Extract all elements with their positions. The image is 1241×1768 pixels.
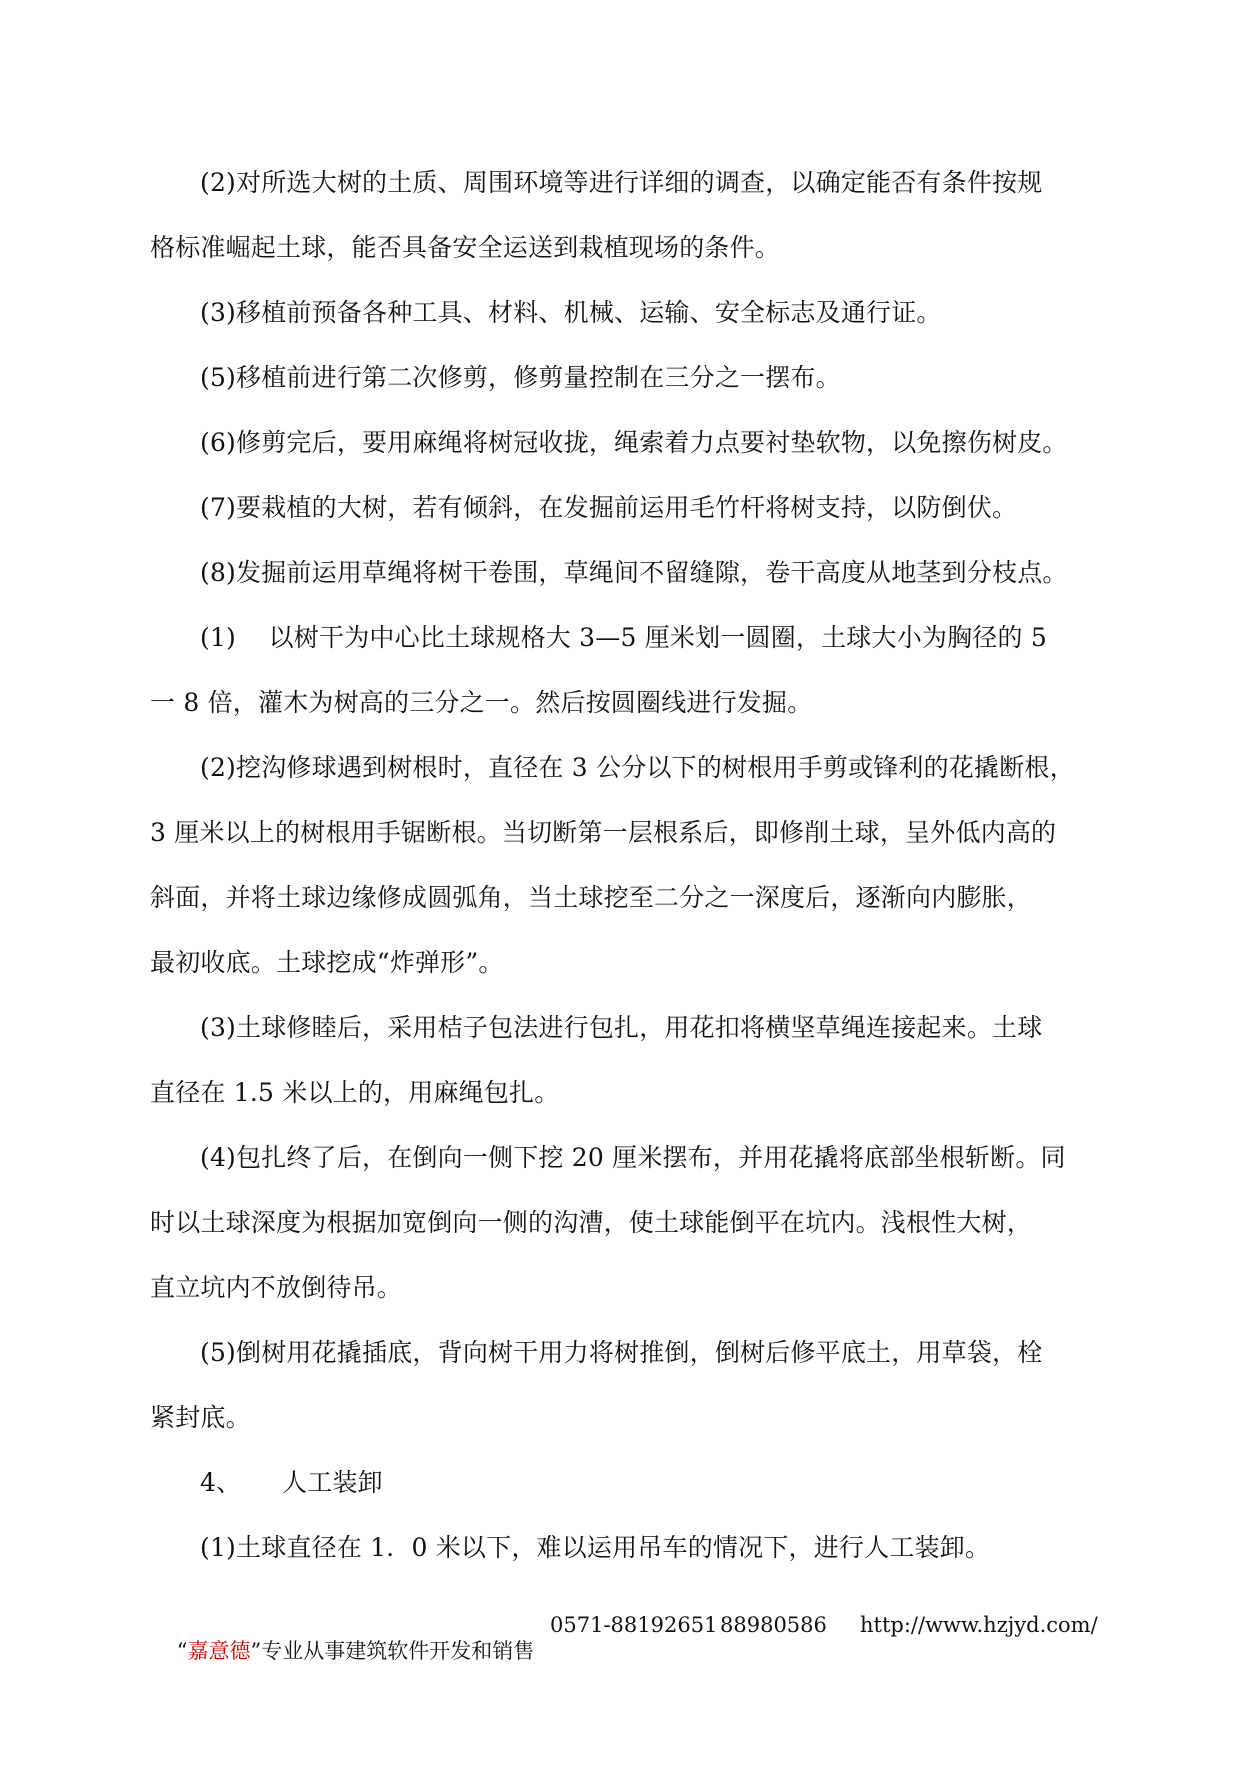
paragraph-line: 斜面，并将土球边缘修成圆弧角，当土球挖至二分之一深度后，逐渐向内膨胀，: [150, 883, 1033, 912]
paragraph-line: (7)要栽植的大树，若有倾斜，在发掘前运用毛竹杆将树支持，以防倒伏。: [200, 493, 1018, 522]
paragraph-line: 直径在 1.5 米以上的，用麻绳包扎。: [150, 1078, 560, 1107]
paragraph-line: 格标准崛起土球，能否具备安全运送到栽植现场的条件。: [150, 233, 781, 262]
paragraph-line: (6)修剪完后，要用麻绳将树冠收拢，绳索着力点要衬垫软物，以免擦伤树皮。: [200, 428, 1068, 457]
paragraph-line: 最初收底。土球挖成“炸弹形”。: [150, 948, 504, 977]
paragraph-line: 一 8 倍，灌木为树高的三分之一。然后按圆圈线进行发掘。: [150, 688, 813, 717]
paragraph-line: (3)土球修睦后，采用桔子包法进行包扎，用花扣将横坚草绳连接起来。土球: [200, 1013, 1043, 1042]
footer-url-link[interactable]: http://www.hzjyd.com/: [860, 1613, 1098, 1637]
paragraph-line: 3 厘米以上的树根用手锯断根。当切断第一层根系后，即修削土球，呈外低内高的: [150, 818, 1057, 847]
footer-quote-close: ”: [250, 1639, 262, 1663]
footer-brand: 嘉意德: [187, 1639, 251, 1663]
paragraph-line: (5)移植前进行第二次修剪，修剪量控制在三分之一摆布。: [200, 363, 841, 392]
paragraph-line: (1) 以树干为中心比土球规格大 3—5 厘米划一圆圈，土球大小为胸径的 5: [200, 623, 1047, 652]
paragraph-line: (2)对所选大树的土质、周围环境等进行详细的调查，以确定能否有条件按规: [200, 168, 1043, 197]
paragraph-line: 紧封底。: [150, 1403, 251, 1432]
footer-phone-2: 88980586: [720, 1613, 827, 1637]
section-heading: 4、 人工装卸: [200, 1468, 383, 1497]
paragraph-line: (5)倒树用花撬插底，背向树干用力将树推倒，倒树后修平底土，用草袋，栓: [200, 1338, 1043, 1367]
paragraph-line: (4)包扎终了后，在倒向一侧下挖 20 厘米摆布，并用花撬将底部坐根斩断。同: [200, 1143, 1066, 1172]
paragraph-line: (1)土球直径在 1．0 米以下，难以运用吊车的情况下，进行人工装卸。: [200, 1533, 991, 1562]
footer-phone-1: 0571-88192651: [550, 1613, 718, 1637]
footer-quote-open: “: [176, 1639, 188, 1663]
footer-description: 专业从事建筑软件开发和销售: [261, 1639, 535, 1663]
page-footer: [150, 1612, 1110, 1663]
paragraph-line: 直立坑内不放倒待吊。: [150, 1273, 403, 1302]
paragraph-line: (8)发掘前运用草绳将树干卷围，草绳间不留缝隙，卷干高度从地茎到分枝点。: [200, 558, 1068, 587]
paragraph-line: (3)移植前预备各种工具、材料、机械、运输、安全标志及通行证。: [200, 298, 942, 327]
paragraph-line: 时以土球深度为根据加宽倒向一侧的沟漕，使土球能倒平在坑内。浅根性大树，: [150, 1208, 1033, 1237]
paragraph-line: (2)挖沟修球遇到树根时，直径在 3 公分以下的树根用手剪或锋利的花撬断根，: [200, 753, 1075, 782]
